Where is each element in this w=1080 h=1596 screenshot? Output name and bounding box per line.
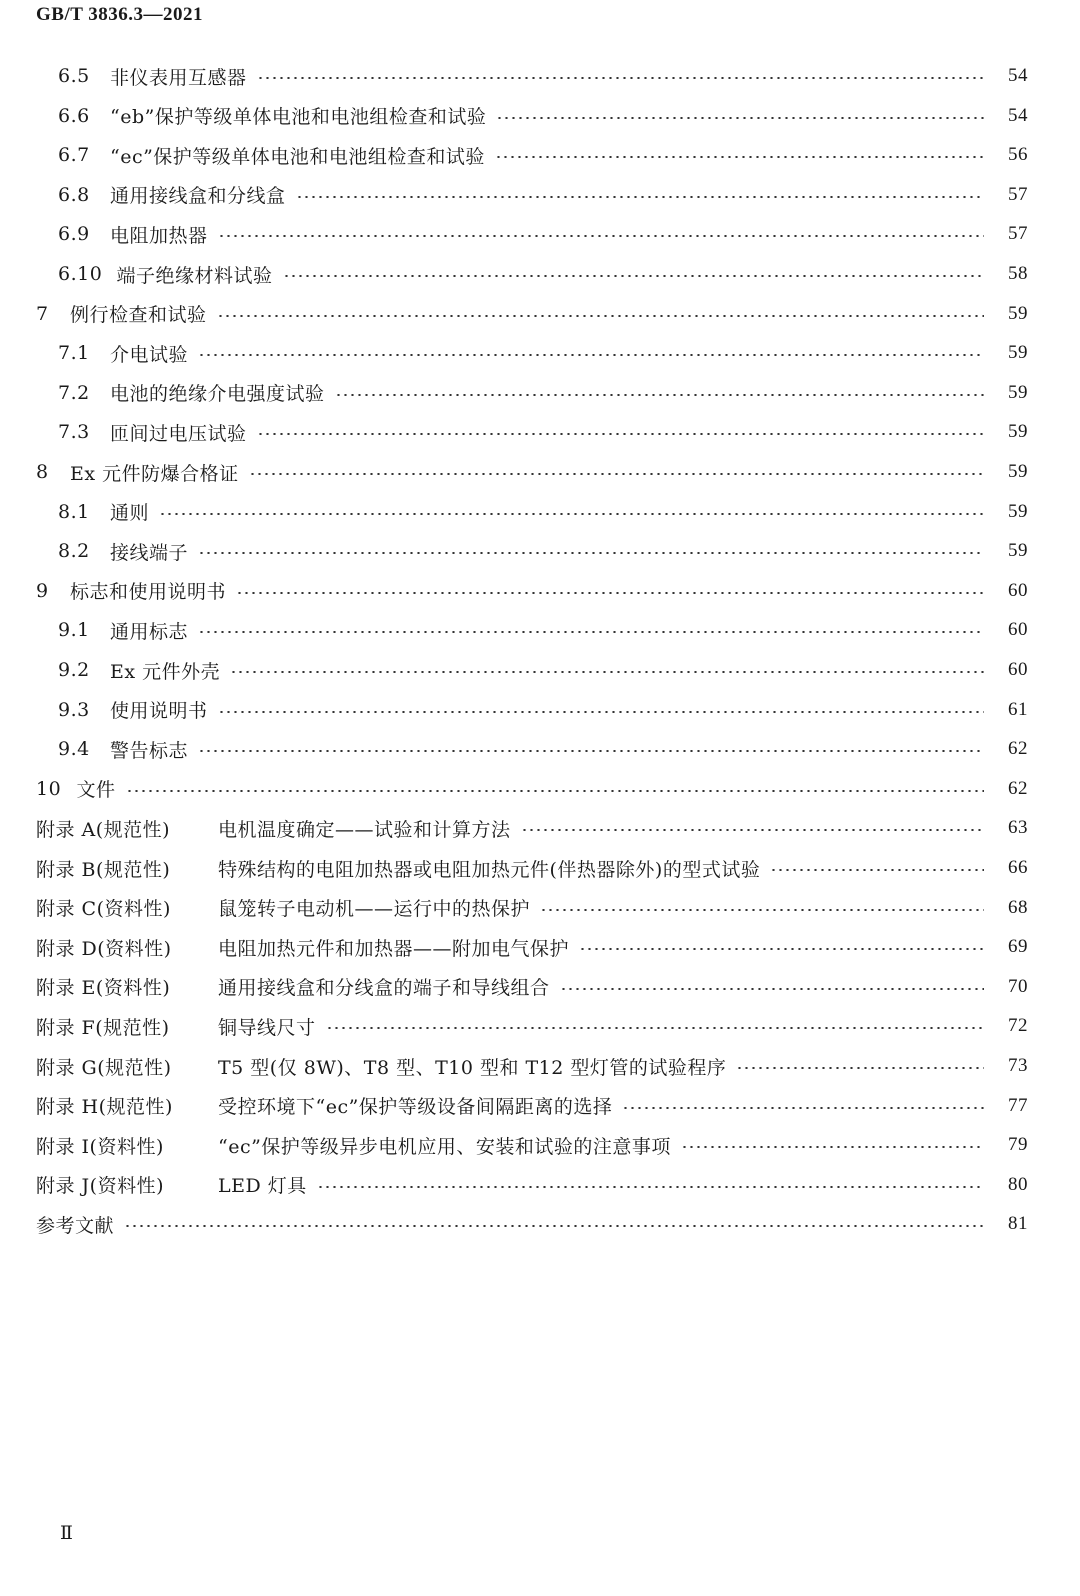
toc-entry[interactable] — [0, 294, 1080, 334]
dot-leader — [335, 394, 984, 396]
toc-entry-number: 6.5 — [58, 65, 90, 87]
toc-entry-title: T5 型(仅 8W)、T8 型、T10 型和 T12 型灯管的试验程序 — [218, 1056, 727, 1079]
toc-entry[interactable] — [0, 967, 1080, 1007]
toc-entry-number: 附录 G(规范性) — [36, 1056, 172, 1079]
dot-leader — [126, 790, 984, 792]
toc-entry-title: 例行检查和试验 — [70, 304, 207, 327]
toc-entry-number: 8.2 — [58, 540, 90, 563]
toc-entry-number: 附录 F(规范性) — [36, 1016, 170, 1039]
toc-entry-page: 59 — [1008, 500, 1028, 522]
dot-leader — [283, 275, 984, 277]
toc-entry[interactable] — [0, 254, 1080, 294]
toc-entry-number: 8.1 — [58, 500, 90, 523]
toc-entry-page: 70 — [1008, 975, 1028, 997]
standard-header: GB/T 3836.3—2021 — [36, 4, 204, 25]
toc-entry-title: 文件 — [70, 779, 116, 802]
toc-entry[interactable] — [0, 1204, 1080, 1244]
toc-entry-title: LED 灯具 — [218, 1175, 307, 1198]
toc-entry[interactable] — [0, 650, 1080, 690]
toc-entry-title: 接线端子 — [110, 541, 189, 564]
toc-entry-title: 铜导线尺寸 — [218, 1016, 316, 1039]
dot-leader — [124, 1225, 984, 1227]
toc-entry-page: 62 — [1008, 738, 1028, 760]
toc-entry-number: 附录 B(规范性) — [36, 858, 171, 881]
dot-leader — [496, 117, 984, 119]
toc-entry[interactable] — [0, 1125, 1080, 1165]
toc-entry[interactable] — [0, 412, 1080, 452]
toc-entry-page: 59 — [1008, 302, 1028, 324]
toc-entry-page: 61 — [1008, 698, 1028, 720]
toc-entry-number: 7.1 — [58, 342, 90, 365]
toc-entry-title: “ec”保护等级单体电池和电池组检查和试验 — [110, 145, 485, 168]
dot-leader — [317, 1186, 984, 1188]
dot-leader — [198, 552, 984, 554]
dot-leader — [495, 156, 984, 158]
dot-leader — [230, 671, 984, 673]
dot-leader — [770, 869, 984, 871]
toc-entry[interactable] — [0, 135, 1080, 175]
toc-entry[interactable] — [0, 96, 1080, 136]
toc-entry-page: 72 — [1008, 1015, 1028, 1037]
toc-entry-number: 9 — [36, 579, 49, 602]
toc-entry[interactable] — [0, 175, 1080, 215]
toc-entry-title: 受控环境下“ec”保护等级设备间隔距离的选择 — [218, 1096, 613, 1119]
toc-entry-number: 7 — [36, 302, 49, 325]
toc-entry-number: 6.9 — [58, 223, 90, 246]
toc-entry-page: 73 — [1008, 1055, 1028, 1076]
toc-entry[interactable] — [0, 848, 1080, 888]
toc-entry-title: “eb”保护等级单体电池和电池组检查和试验 — [110, 106, 487, 129]
toc-entry-number: 附录 E(资料性) — [36, 977, 171, 1000]
toc-entry-title: 标志和使用说明书 — [70, 581, 227, 604]
toc-entry-title: 电池的绝缘介电强度试验 — [110, 383, 325, 406]
toc-entry-number: 9.4 — [58, 738, 90, 761]
toc-entry[interactable] — [0, 808, 1080, 848]
toc-entry[interactable] — [0, 927, 1080, 967]
dot-leader — [217, 315, 984, 317]
toc-entry-number: 6.10 — [58, 263, 103, 285]
toc-entry-title: 警告标志 — [110, 739, 189, 762]
toc-entry-page: 59 — [1008, 381, 1028, 403]
toc-entry-title: 介电试验 — [110, 343, 189, 366]
dot-leader — [736, 1067, 984, 1069]
toc-entry-page: 59 — [1008, 461, 1028, 482]
toc-entry-page: 80 — [1008, 1173, 1028, 1195]
toc-entry-title: 参考文献 — [36, 1214, 115, 1237]
toc-entry-title: Ex 元件外壳 — [110, 660, 221, 683]
toc-entry-title: 非仪表用互感器 — [110, 66, 247, 89]
toc-entry[interactable] — [0, 1046, 1080, 1086]
toc-entry[interactable] — [0, 452, 1080, 492]
toc-entry-page: 60 — [1008, 659, 1028, 680]
toc-entry-number: 8 — [36, 461, 49, 483]
toc-entry-title: 通用标志 — [110, 620, 189, 643]
dot-leader — [249, 473, 984, 475]
toc-entry-number: 附录 H(规范性) — [36, 1096, 173, 1119]
toc-entry-page: 79 — [1008, 1134, 1028, 1156]
toc-entry-title: 通用接线盒和分线盒 — [110, 185, 286, 208]
dot-leader — [296, 196, 984, 198]
toc-entry-title: 匝间过电压试验 — [110, 422, 247, 445]
toc-entry-title: Ex 元件防爆合格证 — [70, 462, 239, 485]
toc-entry[interactable] — [0, 610, 1080, 650]
toc-entry-page: 62 — [1008, 777, 1028, 799]
dot-leader — [560, 988, 984, 990]
toc-entry-page: 54 — [1008, 104, 1028, 126]
toc-entry-number: 附录 C(资料性) — [36, 898, 171, 921]
toc-entry[interactable] — [0, 373, 1080, 413]
toc-entry[interactable] — [0, 492, 1080, 532]
dot-leader — [540, 909, 984, 911]
dot-leader — [218, 235, 984, 237]
toc-entry-page: 63 — [1008, 817, 1028, 839]
dot-leader — [198, 750, 984, 752]
dot-leader — [257, 77, 984, 79]
toc-entry[interactable] — [0, 690, 1080, 730]
toc-entry[interactable] — [0, 214, 1080, 254]
dot-leader — [198, 354, 984, 356]
toc-entry-page: 59 — [1008, 540, 1028, 562]
toc-entry[interactable] — [0, 888, 1080, 928]
toc-entry-number: 10 — [36, 777, 62, 800]
dot-leader — [198, 631, 984, 633]
toc-entry-number: 附录 I(资料性) — [36, 1135, 164, 1158]
toc-entry-title: 使用说明书 — [110, 700, 208, 723]
toc-entry-title: 通则 — [110, 502, 150, 525]
dot-leader — [326, 1027, 984, 1029]
dot-leader — [521, 829, 984, 831]
toc-entry-title: 电阻加热器 — [110, 224, 208, 247]
toc-entry[interactable] — [0, 56, 1080, 96]
toc-entry-number: 9.1 — [58, 619, 90, 642]
toc-entry-title: “ec”保护等级异步电机应用、安装和试验的注意事项 — [218, 1135, 671, 1158]
toc-entry-number: 9.3 — [58, 698, 90, 721]
toc-entry-title: 特殊结构的电阻加热器或电阻加热元件(伴热器除外)的型式试验 — [218, 858, 761, 881]
toc-entry-number: 7.2 — [58, 381, 90, 404]
toc-entry-page: 59 — [1008, 342, 1028, 364]
dot-leader — [236, 592, 984, 594]
toc-entry-page: 57 — [1008, 183, 1028, 205]
toc-entry[interactable] — [0, 769, 1080, 809]
toc-entry-number: 7.3 — [58, 421, 90, 444]
toc-entry-page: 68 — [1008, 896, 1028, 918]
toc-entry-page: 69 — [1008, 936, 1028, 958]
toc-entry[interactable] — [0, 1165, 1080, 1205]
toc-entry-title: 鼠笼转子电动机——运行中的热保护 — [218, 898, 531, 921]
toc-entry-number: 附录 J(资料性) — [36, 1175, 164, 1198]
toc-entry[interactable] — [0, 729, 1080, 769]
toc-entry-page: 81 — [1008, 1213, 1028, 1235]
dot-leader — [681, 1146, 984, 1148]
toc-entry[interactable] — [0, 531, 1080, 571]
dot-leader — [622, 1107, 984, 1109]
toc-entry-number: 6.7 — [58, 144, 90, 167]
toc-entry[interactable] — [0, 571, 1080, 611]
toc-entry-page: 57 — [1008, 223, 1028, 245]
toc-entry-title: 电机温度确定——试验和计算方法 — [218, 818, 511, 841]
toc-entry-number: 6.8 — [58, 183, 90, 206]
toc-entry-page: 58 — [1008, 263, 1028, 284]
toc-entry-title: 端子绝缘材料试验 — [110, 264, 273, 287]
toc-entry-number: 附录 A(规范性) — [36, 818, 171, 841]
toc-entry-page: 56 — [1008, 144, 1028, 166]
toc-entry-number: 9.2 — [58, 659, 90, 681]
dot-leader — [218, 711, 984, 713]
toc-entry-page: 66 — [1008, 857, 1028, 878]
toc-entry-page: 54 — [1008, 65, 1028, 86]
dot-leader — [257, 433, 984, 435]
toc-entry-number: 附录 D(资料性) — [36, 937, 172, 960]
toc-entry[interactable] — [0, 1086, 1080, 1126]
dot-leader — [579, 948, 984, 950]
page-number: Ⅱ — [60, 1523, 73, 1544]
dot-leader — [159, 513, 984, 515]
toc-entry-page: 60 — [1008, 619, 1028, 641]
toc-entry-page: 77 — [1008, 1094, 1028, 1116]
toc-entry-title: 通用接线盒和分线盒的端子和导线组合 — [218, 977, 550, 1000]
toc-entry-title: 电阻加热元件和加热器——附加电气保护 — [218, 937, 570, 960]
toc-entry-page: 60 — [1008, 579, 1028, 601]
toc-entry[interactable] — [0, 1006, 1080, 1046]
toc-entry-page: 59 — [1008, 421, 1028, 443]
toc-entry[interactable] — [0, 333, 1080, 373]
toc-entry-number: 6.6 — [58, 104, 90, 127]
